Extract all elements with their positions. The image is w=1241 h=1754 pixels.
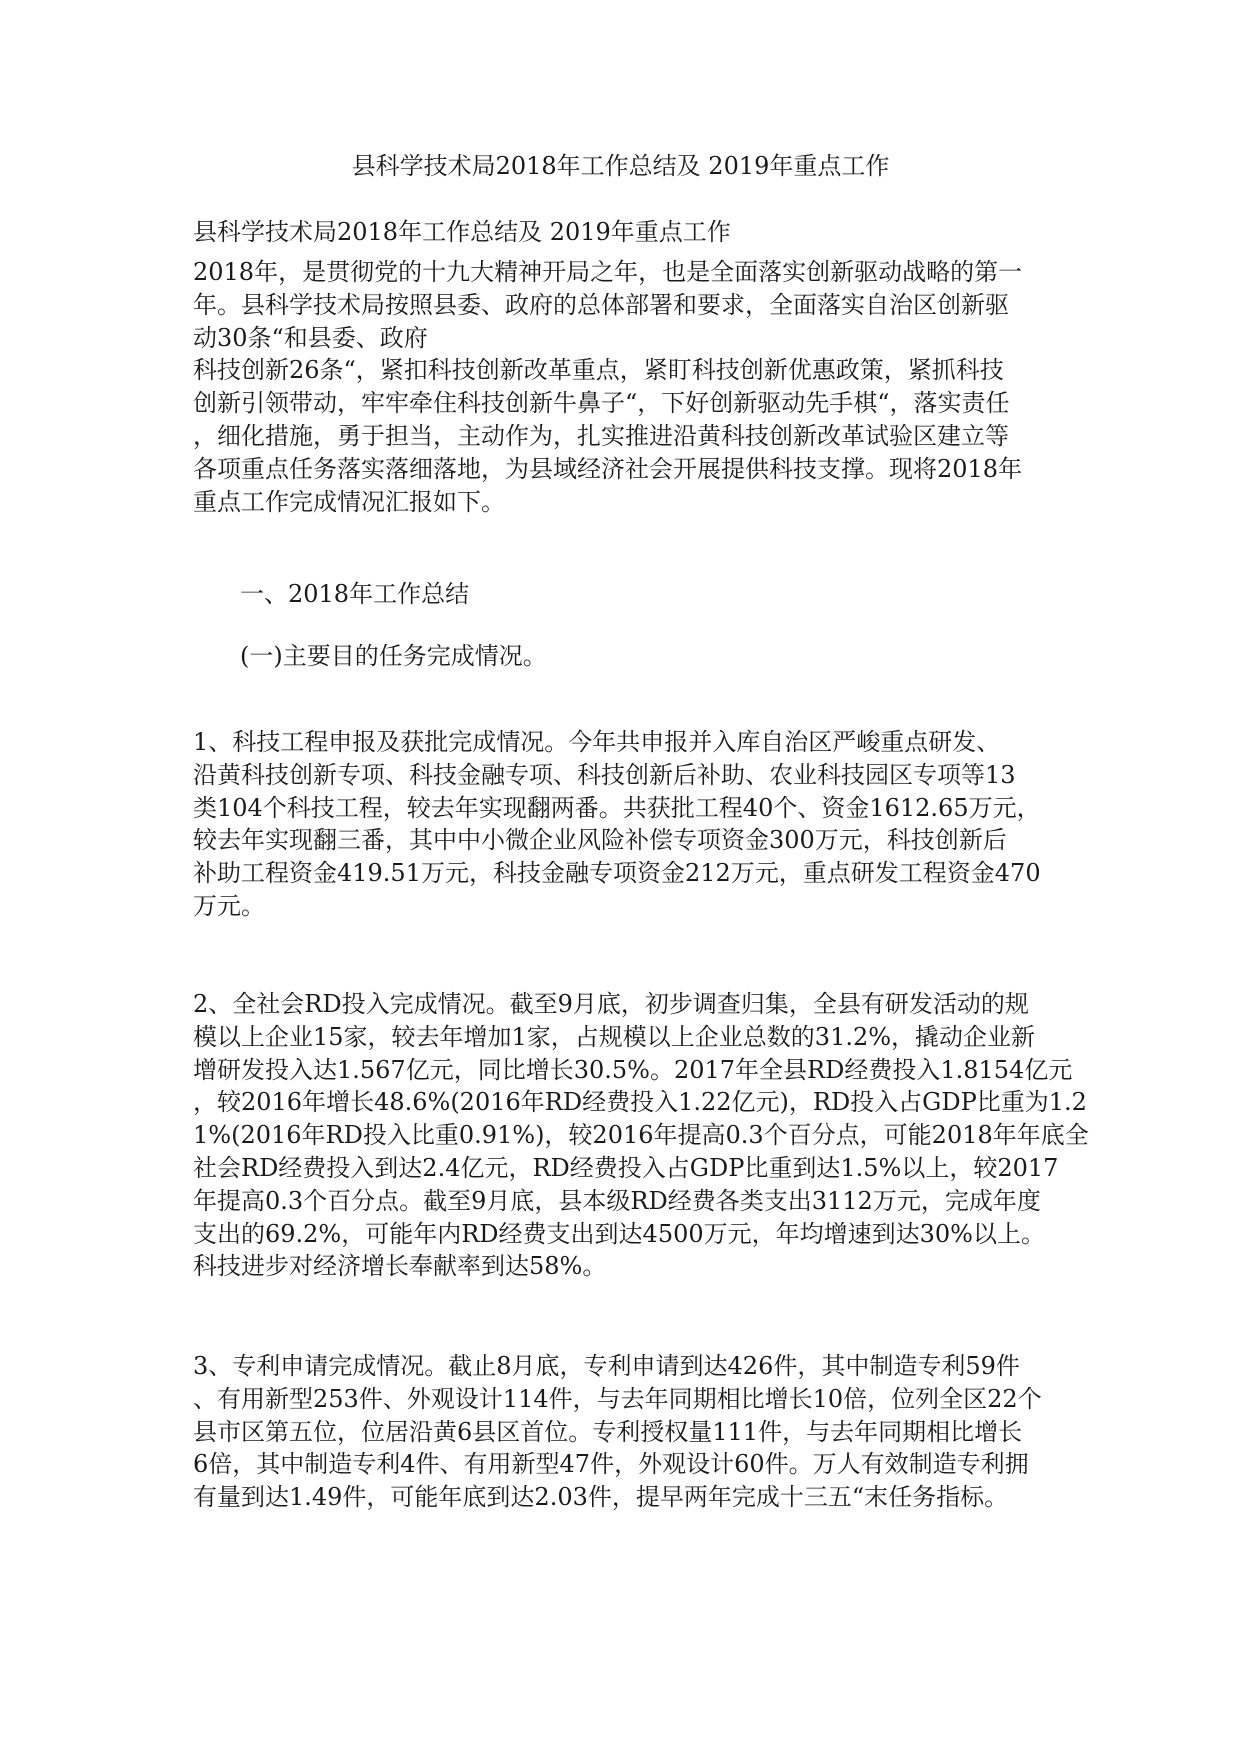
item-2-line: ，较2016年增长48.6%(2016年RD经费投入1.22亿元)，RD投入占GDP比重为1.2 xyxy=(193,1088,1087,1117)
intro-line: 创新引领带动，牢牢牵住科技创新牛鼻子“，下好创新驱动先手棋“，落实责任 xyxy=(193,389,1010,418)
intro-line: 科技创新26条“，紧扣科技创新改革重点，紧盯科技创新优惠政策，紧抓科技 xyxy=(193,356,1004,385)
section-heading: 一、2018年工作总结 xyxy=(240,580,470,608)
intro-line: ，细化措施，勇于担当，主动作为，扎实推进沿黄科技创新改革试验区建立等 xyxy=(193,421,1009,450)
item-1-paragraph xyxy=(193,726,1063,923)
item-2-line: 年提高0.3个百分点。截至9月底，县本级RD经费各类支出3112万元，完成年度 xyxy=(193,1186,1041,1215)
item-3-line: 、有用新型253件、外观设计114件，与去年同期相比增长10倍，位列全区22个 xyxy=(193,1384,1042,1413)
intro-line: 2018年，是贯彻党的十九大精神开局之年，也是全面落实创新驱动战略的第一 xyxy=(193,258,1023,286)
item-1-line: 1、科技工程申报及获批完成情况。今年共申报并入库自治区严峻重点研发、 xyxy=(193,728,1001,756)
document-title: 县科学技术局2018年工作总结及 2019年重点工作 xyxy=(351,152,890,180)
intro-line: 年。县科学技术局按照县委、政府的总体部署和要求，全面落实自治区创新驱 xyxy=(193,290,1009,319)
item-1-line: 类104个科技工程，较去年实现翻两番。共获批工程40个、资金1612.65万元， xyxy=(193,793,1041,822)
intro-line: 动30条“和县委、政府 xyxy=(193,323,428,352)
item-3-line: 县市区第五位，位居沿黄6县区首位。专利授权量111件，与去年同期相比增长 xyxy=(193,1417,1023,1446)
subsection-heading: (一)主要目的任务完成情况。 xyxy=(240,642,547,670)
intro-paragraph xyxy=(193,256,1063,518)
item-3-line: 6倍，其中制造专利4件、有用新型47件，外观设计60件。万人有效制造专利拥 xyxy=(193,1450,1029,1479)
item-2-line: 1%(2016年RD投入比重0.91%)，较2016年提高0.3个百分点，可能2018年年底全 xyxy=(193,1121,1089,1150)
item-3-line: 有量到达1.49件，可能年底到达2.03件，提早两年完成十三五“末任务指标。 xyxy=(193,1483,1009,1512)
item-1-line: 沿黄科技创新专项、科技金融专项、科技创新后补助、农业科技园区专项等13 xyxy=(193,760,1016,789)
document-subtitle: 县科学技术局2018年工作总结及 2019年重点工作 xyxy=(193,218,731,246)
item-2-line: 支出的69.2%，可能年内RD经费支出到达4500万元，年均增速到达30%以上。 xyxy=(193,1219,1045,1248)
item-3-paragraph xyxy=(193,1350,1063,1514)
intro-line: 各项重点任务落实落细落地，为县域经济社会开展提供科技支撑。现将2018年 xyxy=(193,454,1023,483)
item-2-line: 社会RD经费投入到达2.4亿元，RD经费投入占GDP比重到达1.5%以上，较2017 xyxy=(193,1153,1059,1182)
item-3-line: 3、专利申请完成情况。截止8月底，专利申请到达426件，其中制造专利59件 xyxy=(193,1352,1020,1380)
item-2-line: 2、全社会RD投入完成情况。截至9月底，初步调查归集，全县有研发活动的规 xyxy=(193,990,1029,1018)
item-2-line: 模以上企业15家，较去年增加1家，占规模以上企业总数的31.2%，撬动企业新 xyxy=(193,1022,1036,1051)
item-2-line: 增研发投入达1.567亿元，同比增长30.5%。2017年全县RD经费投入1.8154亿元 xyxy=(193,1055,1073,1084)
item-1-line: 补助工程资金419.51万元，科技金融专项资金212万元，重点研发工程资金470 xyxy=(193,859,1041,888)
item-1-line: 万元。 xyxy=(193,891,265,920)
item-2-line: 科技进步对经济增长奉献率到达58%。 xyxy=(193,1252,607,1281)
intro-line: 重点工作完成情况汇报如下。 xyxy=(193,487,505,516)
item-2-paragraph xyxy=(193,988,1089,1283)
item-1-line: 较去年实现翻三番，其中中小微企业风险补偿专项资金300万元，科技创新后 xyxy=(193,826,1007,855)
